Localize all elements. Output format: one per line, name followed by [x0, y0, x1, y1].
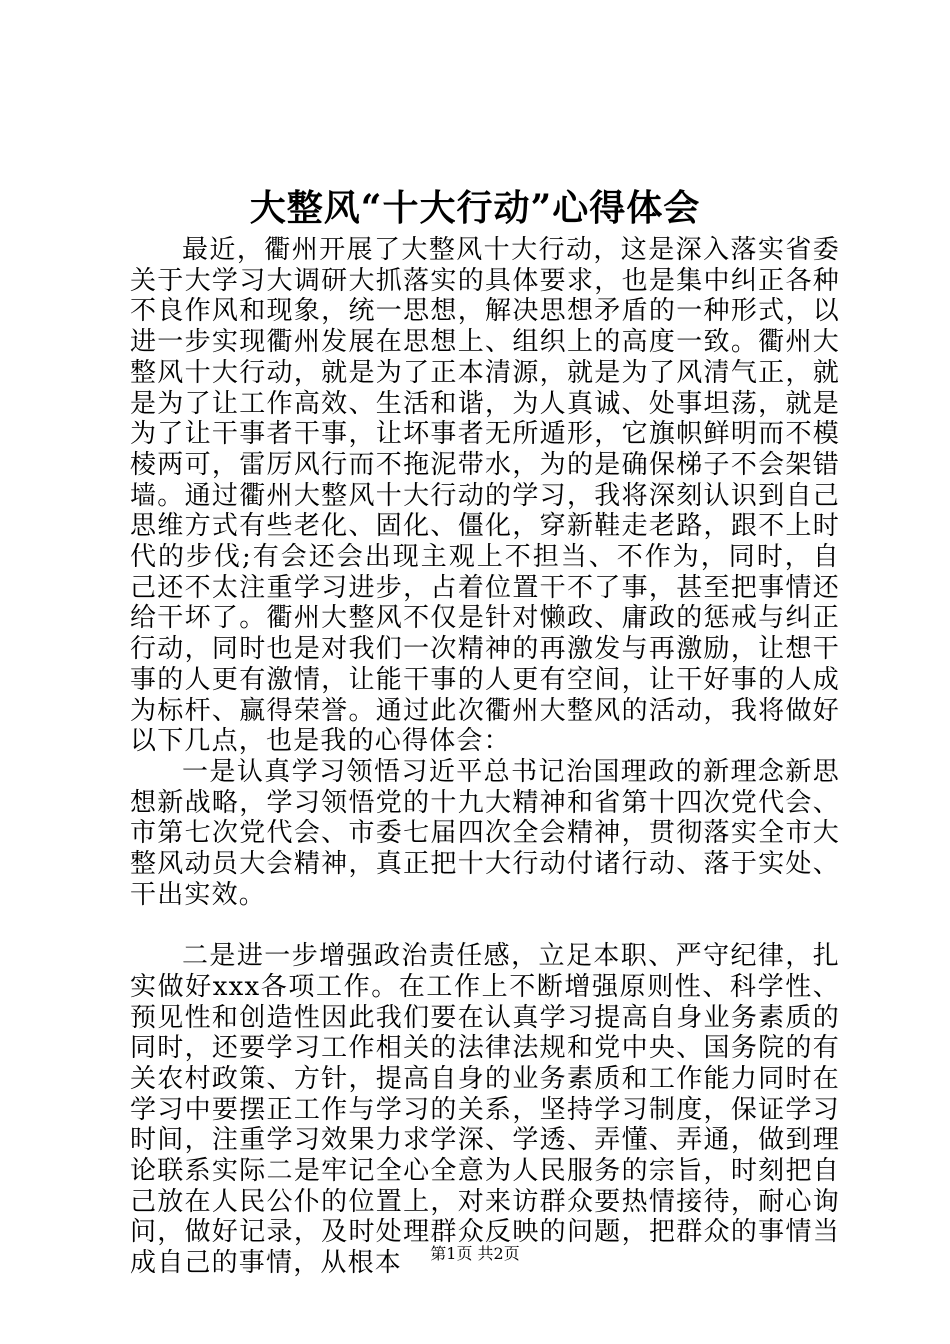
paragraph-point-one: 一是认真学习领悟习近平总书记治国理政的新理念新思想新战略，学习领悟党的十九大精神和省第十四次党代会、市第七次党代会、市委七届四次全会精神，贯彻落实全市大整风动员大会精神，真正把十大行动付诸行动、落于实处、干出实效。 — [130, 756, 840, 910]
document-body — [130, 235, 840, 1279]
document-title: 大整风“十大行动”心得体会 — [249, 187, 701, 229]
paragraph-intro: 最近，衢州开展了大整风十大行动，这是深入落实省委关于大学习大调研大抓落实的具体要求，也是集中纠正各种不良作风和现象，统一思想，解决思想矛盾的一种形式，以进一步实现衢州发展在思想上、组织上的高度一致。衢州大整风十大行动，就是为了正本清源，就是为了风清气正，就是为了让工作高效、生活和谐，为人真诚、处事坦荡，就是为了让干事者干事，让坏事者无所遁形，它旗帜鲜明而不模棱两可，雷厉风行而不拖泥带水，为的是确保梯子不会架错墙。通过衢州大整风十大行动的学习，我将深刻认识到自己思维方式有些老化、固化、僵化，穿新鞋走老路，跟不上时代的步伐;有会还会出现主观上不担当、不作为，同时，自己还不太注重学习进步，占着位置干不了事，甚至把事情还给干坏了。衢州大整风不仅是针对懒政、庸政的惩戒与纠正行动，同时也是对我们一次精神的再激发与再激励，让想干事的人更有激情，让能干事的人更有空间，让干好事的人成为标杆、赢得荣誉。通过此次衢州大整风的活动，我将做好以下几点，也是我的心得体会： — [130, 235, 840, 757]
paragraph-point-two: 二是进一步增强政治责任感，立足本职、严守纪律，扎实做好xxx各项工作。在工作上不断增强原则性、科学性、预见性和创造性因此我们要在认真学习提高自身业务素质的同时，还要学习工作相关的法律法规和党中央、国务院的有关农村政策、方针，提高自身的业务素质和工作能力同时在学习中要摆正工作与学习的关系，坚持学习制度，保证学习时间，注重学习效果力求学深、学透、弄懂、弄通，做到理论联系实际二是牢记全心全意为人民服务的宗旨，时刻把自己放在人民公仆的位置上，对来访群众要热情接待，耐心询问，做好记录，及时处理群众反映的问题，把群众的事情当成自己的事情，从根本 — [130, 941, 840, 1279]
page-footer: 第1页 共2页 — [430, 1244, 520, 1263]
